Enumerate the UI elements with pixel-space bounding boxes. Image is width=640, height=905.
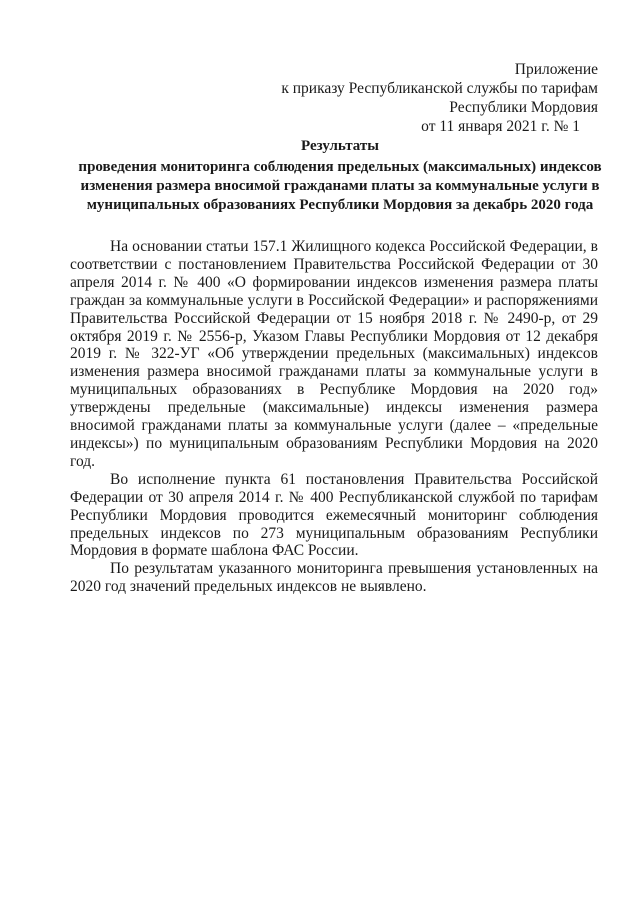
body-paragraph-3: По результатам указанного мониторинга превышения установленных на 2020 год значений предельных индексов не выявлено. <box>70 560 598 596</box>
document-subtitle: проведения мониторинга соблюдения предельных (максимальных) индексов изменения размера вносимой гражданами платы за коммунальные услуги в муниципальных образованиях Республики Мордовия за декабрь 2020 года <box>78 159 602 213</box>
appendix-republic: Республики Мордовия <box>449 99 598 116</box>
document-heading <box>70 137 610 215</box>
document-body <box>70 238 598 596</box>
appendix-date: от 11 января 2021 г. № 1 <box>421 118 580 135</box>
body-paragraph-1: На основании статьи 157.1 Жилищного кодекса Российской Федерации, в соответствии с постановлением Правительства Российской Федерации от 30 апреля 2014 г. № 400 «О формировании индексов изменения размера платы граждан за коммунальные услуги в Российской Федерации» и распоряжениями Правительства Российской Федерации от 15 ноября 2018 г. № 2490-р, от 29 октября 2019 г. № 2556-р, Указом Главы Республики Мордовия от 12 декабря 2019 г. № 322-УГ «Об утверждении предельных (максимальных) индексов изменения размера вносимой гражданами платы за коммунальные услуги в муниципальных образованиях в Республике Мордовия на 2020 год» утверждены предельные (максимальные) индексы изменения размера вносимой гражданами платы за коммунальные услуги (далее – «предельные индексы») по муниципальным образованиям Республики Мордовия на 2020 год. <box>70 238 598 470</box>
document-title: Результаты <box>301 138 379 154</box>
appendix-block <box>218 60 598 136</box>
body-paragraph-2: Во исполнение пункта 61 постановления Правительства Российской Федерации от 30 апреля 2014 г. № 400 Республиканской службой по тарифам Республики Мордовия проводится ежемесячный мониторинг соблюдения предельных индексов по 273 муниципальным образованиям Республики Мордовия в формате шаблона ФАС России. <box>70 470 598 560</box>
appendix-order-reference: к приказу Республиканской службы по тарифам <box>281 80 598 97</box>
appendix-label: Приложение <box>514 61 598 78</box>
